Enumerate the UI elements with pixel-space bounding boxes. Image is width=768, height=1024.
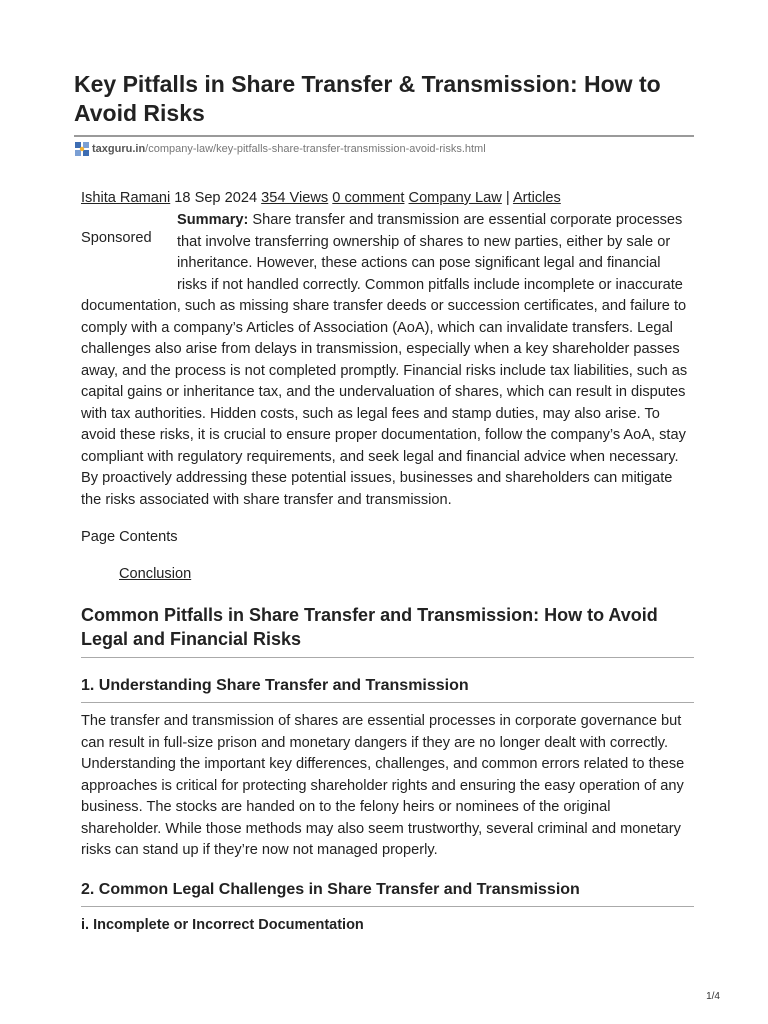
section-2-heading: 2. Common Legal Challenges in Share Transfer and Transmission xyxy=(81,880,694,907)
summary-block xyxy=(81,210,694,511)
section-2-subheading: i. Incomplete or Incorrect Documentation xyxy=(81,916,364,933)
publish-date: 18 Sep 2024 xyxy=(174,190,258,206)
article-title: Key Pitfalls in Share Transfer & Transmission: How to Avoid Risks xyxy=(74,71,661,126)
article-meta xyxy=(81,188,694,210)
category-link[interactable]: Company Law xyxy=(408,190,502,206)
taxguru-logo-icon xyxy=(74,141,90,157)
source-domain: taxguru.in xyxy=(92,143,146,155)
summary-text: Share transfer and transmission are essential corporate processes that involve transferring ownership of shares to new parties, either by sale or inheritance. However, these actions can pose significant legal and financial risks if not handled correctly. Common pitfalls include incomplete or inaccurate documentation, such as missing share transfer deeds or succession certificates, and failure to comply with a company’s Articles of Association (AoA), which can invalidate transfers. Legal challenges also arise from delays in transmission, especially when a key shareholder passes away, and the process is not completed promptly. Financial risks include tax liabilities, such as capital gains or inheritance tax, and the undervaluation of shares, which can result in disputes with tax authorities. Hidden costs, such as legal fees and stamp duties, may also arise. To avoid these risks, it is crucial to ensure proper documentation, follow the company’s AoA, stay compliant with regulatory requirements, and seek legal and financial advice when necessary. By proactively addressing these potential issues, businesses and shareholders can mitigate the risks associated with share transfer and transmission. xyxy=(81,212,688,508)
summary-label: Summary: xyxy=(177,212,249,228)
section-1-heading: 1. Understanding Share Transfer and Transmission xyxy=(81,676,694,703)
page-contents-heading: Page Contents xyxy=(81,529,178,545)
table-of-contents xyxy=(119,564,694,586)
source-url[interactable] xyxy=(74,141,486,157)
title-divider xyxy=(74,135,694,137)
section-1-paragraph: The transfer and transmission of shares are essential processes in corporate governance but can result in full-size prison and monetary dangers if they are no longer dealt with correctly. Understanding the important key differences, challenges, and common errors related to these approaches is critical for protecting shareholder rights and ensuring the easy operation of any business. The stocks are handed on to the felony heirs or nominees of the original shareholder. While those methods may also seem trustworthy, several criminal and monetary risks can stand up if they’re now not managed properly. xyxy=(81,713,685,858)
source-path: /company-law/key-pitfalls-share-transfer-transmission-avoid-risks.html xyxy=(145,143,486,155)
main-section-heading: Common Pitfalls in Share Transfer and Transmission: How to Avoid Legal and Financial Risks xyxy=(81,603,694,658)
sponsored-label: Sponsored xyxy=(81,230,152,246)
toc-item-conclusion[interactable]: Conclusion xyxy=(119,565,192,582)
article-content xyxy=(81,188,694,935)
section-link[interactable]: Articles xyxy=(512,190,561,206)
meta-separator: | xyxy=(505,190,510,206)
author-link[interactable]: Ishita Ramani xyxy=(81,190,171,206)
views-link[interactable]: 354 Views xyxy=(261,190,329,206)
page-number: 1/4 xyxy=(706,991,720,1002)
comments-link[interactable]: 0 comment xyxy=(332,190,405,206)
